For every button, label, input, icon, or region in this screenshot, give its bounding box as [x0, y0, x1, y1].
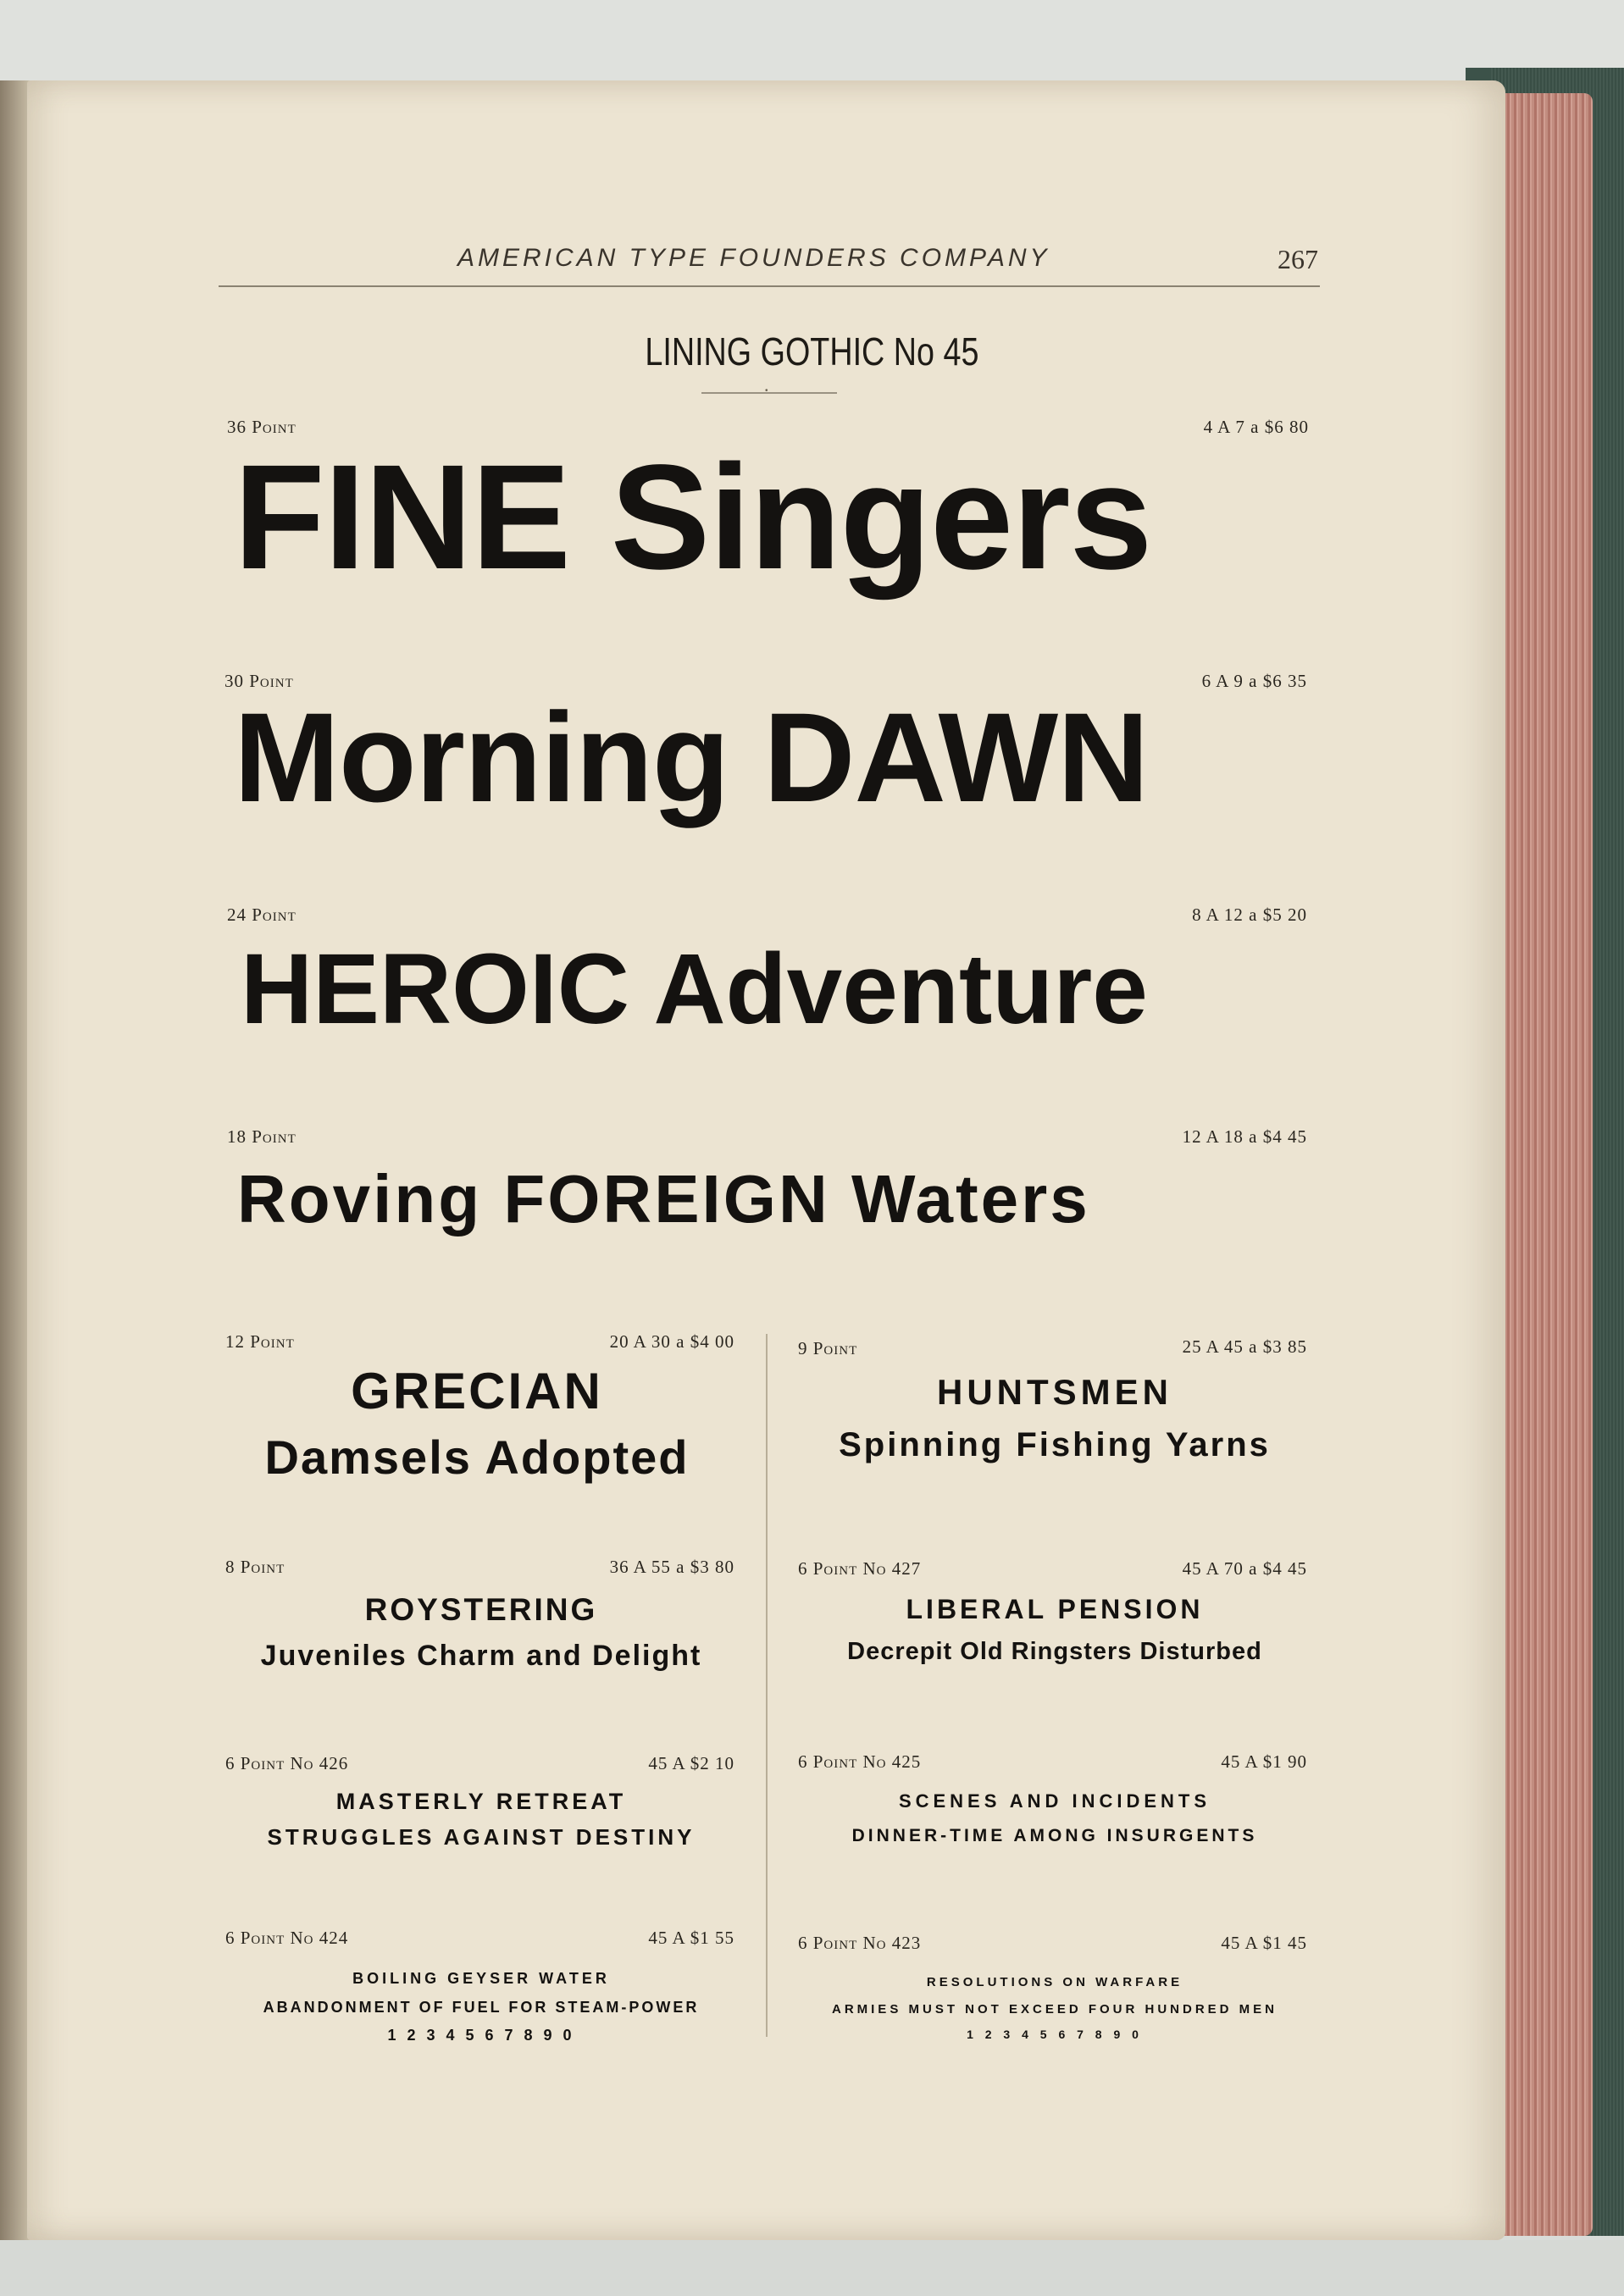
- specimen-text: ABANDONMENT OF FUEL FOR STEAM-POWER: [263, 1999, 700, 2016]
- specimen-text: ROYSTERING: [364, 1592, 598, 1627]
- typeface-title: LINING GOTHIC No 45: [645, 329, 979, 373]
- specimen-size-label: 6 Point No 423: [798, 1933, 922, 1953]
- specimen-text: Decrepit Old Ringsters Disturbed: [847, 1638, 1262, 1665]
- specimen-price: 6 A 9 a $6 35: [1201, 671, 1307, 691]
- specimen-price: 45 A 70 a $4 45: [1182, 1558, 1307, 1579]
- ornament-dot-icon: •: [765, 386, 768, 396]
- running-header: AMERICAN TYPE FOUNDERS COMPANY: [457, 244, 1050, 272]
- specimen-size-label: 8 Point: [225, 1557, 285, 1577]
- specimen-price: 12 A 18 a $4 45: [1182, 1126, 1307, 1147]
- specimen-price: 4 A 7 a $6 80: [1203, 417, 1309, 437]
- background-bottom: [0, 2240, 1624, 2296]
- specimen-text: BOILING GEYSER WATER: [352, 1970, 610, 1987]
- specimen-size-label: 36 Point: [227, 417, 297, 437]
- specimen-text: HEROIC Adventure: [241, 933, 1148, 1045]
- specimen-size-label: 9 Point: [798, 1338, 858, 1358]
- page-edges: [1491, 93, 1593, 2236]
- specimen-text: FINE Singers: [234, 434, 1152, 600]
- specimen-text: Roving FOREIGN Waters: [237, 1161, 1090, 1237]
- specimen-text: Morning DAWN: [234, 686, 1149, 828]
- specimen-text: LIBERAL PENSION: [906, 1594, 1204, 1624]
- specimen-size-label: 6 Point No 427: [798, 1558, 922, 1579]
- specimen-text: SCENES AND INCIDENTS: [898, 1790, 1211, 1812]
- specimen-size-label: 6 Point No 426: [225, 1753, 349, 1773]
- specimen-text: DINNER-TIME AMONG INSURGENTS: [851, 1826, 1258, 1845]
- specimen-size-label: 18 Point: [227, 1126, 297, 1147]
- specimen-text: HUNTSMEN: [937, 1372, 1172, 1412]
- specimen-text: 1 2 3 4 5 6 7 8 9 0: [967, 2028, 1143, 2041]
- specimen-price: 45 A $1 90: [1221, 1751, 1307, 1772]
- specimen-size-label: 6 Point No 424: [225, 1928, 349, 1948]
- specimen-price: 8 A 12 a $5 20: [1192, 905, 1307, 925]
- specimen-size-label: 6 Point No 425: [798, 1751, 922, 1772]
- title-ornament-rule: [701, 392, 837, 394]
- specimen-price: 25 A 45 a $3 85: [1182, 1336, 1307, 1357]
- specimen-text: Juveniles Charm and Delight: [260, 1640, 702, 1672]
- page-number: 267: [1278, 244, 1318, 274]
- specimen-price: 20 A 30 a $4 00: [609, 1331, 734, 1352]
- specimen-price: 45 A $2 10: [648, 1753, 734, 1773]
- column-divider: [766, 1334, 768, 2037]
- specimen-text: Spinning Fishing Yarns: [839, 1426, 1271, 1463]
- specimen-price: 36 A 55 a $3 80: [609, 1557, 734, 1577]
- background-top: [0, 0, 1624, 80]
- specimen-price: 45 A $1 45: [1221, 1933, 1307, 1953]
- specimen-text: GRECIAN: [351, 1363, 603, 1419]
- specimen-size-label: 12 Point: [225, 1331, 295, 1352]
- specimen-text: MASTERLY RETREAT: [335, 1789, 627, 1814]
- specimen-text: RESOLUTIONS ON WARFARE: [926, 1975, 1183, 1989]
- specimen-text: Damsels Adopted: [264, 1430, 690, 1484]
- specimen-price: 45 A $1 55: [648, 1928, 734, 1948]
- specimen-text: STRUGGLES AGAINST DESTINY: [267, 1824, 696, 1850]
- specimen-size-label: 30 Point: [224, 671, 294, 691]
- specimen-text: ARMIES MUST NOT EXCEED FOUR HUNDRED MEN: [831, 2002, 1278, 2017]
- header-rule: [219, 285, 1320, 287]
- specimen-size-label: 24 Point: [227, 905, 297, 925]
- specimen-text: 1 2 3 4 5 6 7 8 9 0: [387, 2027, 575, 2044]
